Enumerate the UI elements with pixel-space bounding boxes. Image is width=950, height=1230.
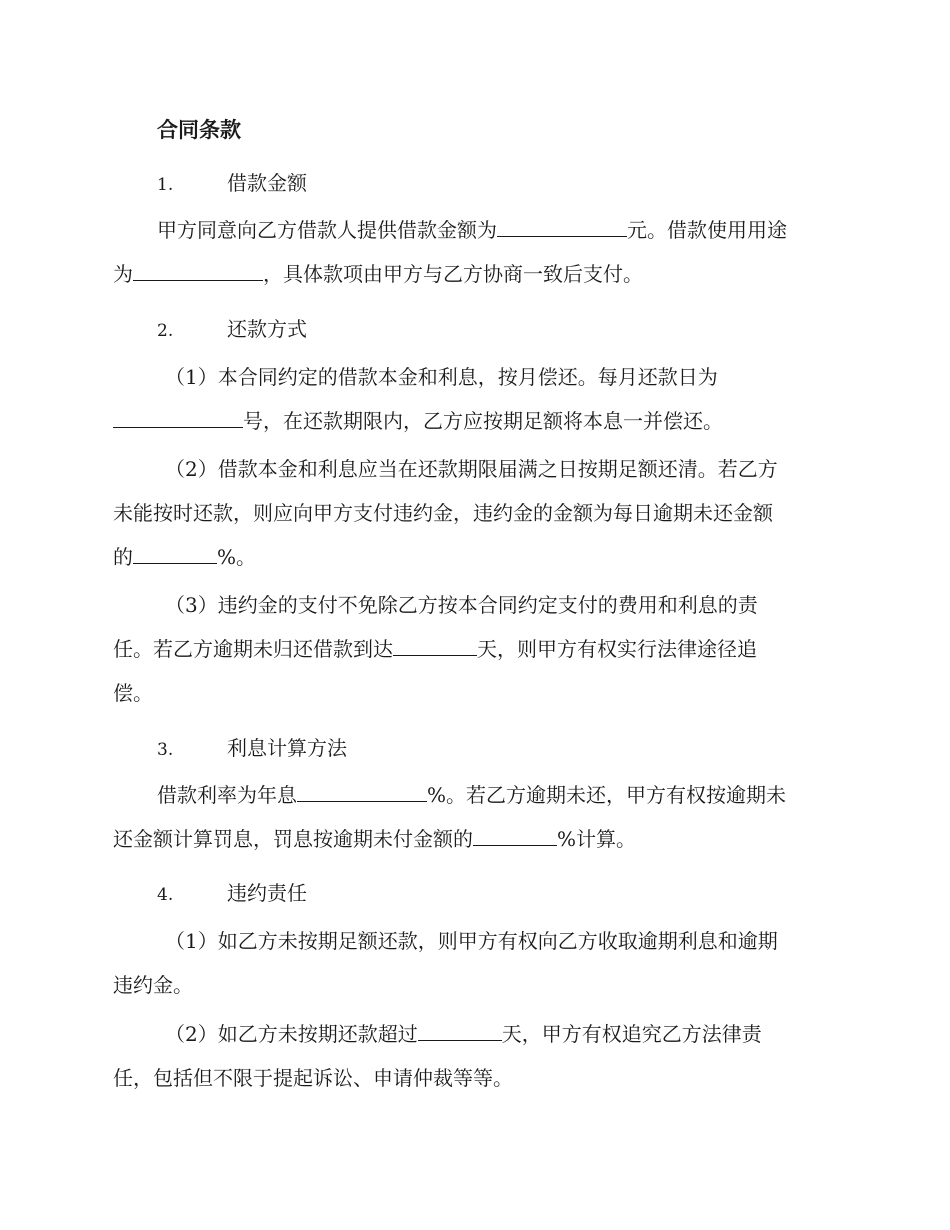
section-number: 4. <box>157 885 174 905</box>
text-line: 偿。 <box>113 681 153 705</box>
section-heading-2 <box>157 313 307 342</box>
text-line: 未能按时还款，则应向甲方支付违约金，违约金的金额为每日逾期未还金额 <box>113 501 773 525</box>
text-line: 任。若乙方逾期未归还借款到达 天，则甲方有权实行法律途径追 <box>113 627 843 671</box>
text-line: （2）借款本金和利息应当在还款期限届满之日按期足额还清。若乙方 <box>165 457 778 481</box>
section-heading-3 <box>157 732 347 761</box>
fill-blank-loan-amount[interactable] <box>497 214 627 237</box>
paragraph-breach-2 <box>113 1012 843 1100</box>
document-title: 合同条款 <box>157 118 241 142</box>
section-number: 3. <box>157 740 174 760</box>
text-line: （2）如乙方未按期还款超过 天，甲方有权追究乙方法律责 <box>113 1012 843 1056</box>
section-title: 违约责任 <box>227 881 307 905</box>
section-title: 还款方式 <box>227 317 307 341</box>
section-number: 2. <box>157 321 174 341</box>
fill-blank-penalty-rate[interactable] <box>133 541 217 564</box>
text-line: 还金额计算罚息，罚息按逾期未付金额的 %计算。 <box>113 817 843 861</box>
fill-blank-annual-rate[interactable] <box>297 779 427 802</box>
text-line: 借款利率为年息 %。若乙方逾期未还，甲方有权按逾期未 <box>113 773 843 817</box>
paragraph-interest <box>113 773 843 861</box>
text-line: 甲方同意向乙方借款人提供借款金额为 元。借款使用用途 <box>113 208 843 252</box>
section-heading-1 <box>157 167 307 196</box>
fill-blank-repayment-day[interactable] <box>113 405 243 428</box>
text-line: 为 ，具体款项由甲方与乙方协商一致后支付。 <box>113 252 843 296</box>
fill-blank-overdue-days[interactable] <box>393 633 477 656</box>
text-line: 违约金。 <box>113 973 193 997</box>
text-line: 号，在还款期限内，乙方应按期足额将本息一并偿还。 <box>113 399 843 443</box>
section-title: 利息计算方法 <box>227 736 347 760</box>
paragraph-repayment-2 <box>113 447 843 579</box>
paragraph-loan-amount <box>113 208 843 296</box>
fill-blank-penalty-interest-rate[interactable] <box>473 823 557 846</box>
text-line: 任，包括但不限于提起诉讼、申请仲裁等等。 <box>113 1066 513 1090</box>
text-line: （3）违约金的支付不免除乙方按本合同约定支付的费用和利息的责 <box>165 593 758 617</box>
paragraph-repayment-3 <box>113 583 843 715</box>
fill-blank-overdue-days-limit[interactable] <box>418 1018 502 1041</box>
paragraph-breach-1 <box>113 919 843 1007</box>
text-line: （1）如乙方未按期足额还款，则甲方有权向乙方收取逾期利息和逾期 <box>165 929 778 953</box>
text-line: 的 %。 <box>113 535 843 579</box>
paragraph-repayment-1 <box>113 355 843 443</box>
section-number: 1. <box>157 175 174 195</box>
fill-blank-loan-purpose[interactable] <box>133 258 263 281</box>
section-title: 借款金额 <box>227 171 307 195</box>
section-heading-4 <box>157 877 307 906</box>
text-line: （1）本合同约定的借款本金和利息，按月偿还。每月还款日为 <box>165 365 718 389</box>
